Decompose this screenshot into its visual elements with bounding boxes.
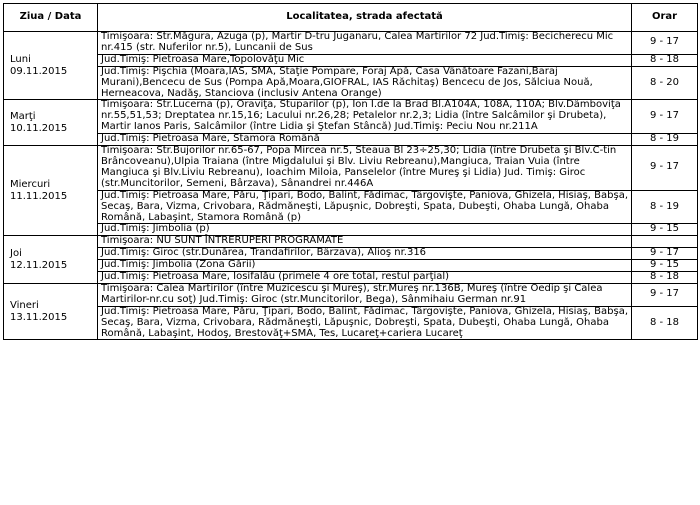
hours-cell: 8 - 18 — [632, 272, 698, 284]
header-hours: Orar — [632, 4, 698, 32]
outage-schedule-table — [3, 3, 698, 340]
hours-cell: 9 - 15 — [632, 260, 698, 272]
table-row — [4, 236, 698, 248]
location-cell: Jud.Timiş: Pietroasa Mare, Păru, Ţipari, Bodo, Balint, Fădimac, Târgovişte, Paniova, Ghizela, Hisiaş, Babşa, Secaş, Bara, Vizma, Crivobara, Rădmăneşti, Lăpuşnic, Dobreşti, Spata, Dubeşti, Ohaba Lungă, Ohaba Română, Labaşint, Stamora Română (p) — [98, 190, 632, 224]
header-location: Localitatea, strada afectată — [98, 4, 632, 32]
day-date: 11.11.2015 — [10, 190, 68, 202]
day-date: 13.11.2015 — [10, 311, 68, 323]
day-cell — [4, 236, 98, 284]
location-cell: Jud.Timiş: Pişchia (Moara,IAS, SMA, Staţie Pompare, Foraj Apă, Casa Vânătoare Fazani,Baraj Murani),Bencecu de Sus (Pompa Apă,Moara,GIOFRAL, IAS Răchitaş) Bencecu de Jos, Sălciua Nouă, Herneacova, Nadăş, Stanciova (inclusiv Antena Orange) — [98, 66, 632, 100]
hours-cell: 8 - 18 — [632, 306, 698, 340]
location-cell: Jud.Timiş: Pietroasa Mare, Păru, Ţipari, Bodo, Balint, Fădimac, Târgovişte, Paniova, Ghizela, Hisiaş, Babşa, Secaş, Bara, Vizma, Crivobara, Rădmăneşti, Lăpuşnic, Dobreşti, Spata, Dubeşti, Ohaba Lungă, Ohaba Română, Labaşint, Hodoş, Brestovăţ+SMA, Tes, Lucareţ+cariera Lucareţ — [98, 306, 632, 340]
hours-cell: 8 - 19 — [632, 134, 698, 146]
day-cell — [4, 283, 98, 340]
hours-cell — [632, 236, 698, 248]
hours-cell: 9 - 17 — [632, 100, 698, 134]
location-cell: Jud.Timiş: Pietroasa Mare, Iosifalău (primele 4 ore total, restul parţial) — [98, 272, 632, 284]
table-row — [4, 66, 698, 100]
hours-cell: 9 - 15 — [632, 224, 698, 236]
table-row — [4, 272, 698, 284]
table-row — [4, 190, 698, 224]
location-cell: Jud.Timiş: Pietroasa Mare, Stamora Română — [98, 134, 632, 146]
table-row — [4, 100, 698, 134]
day-date: 12.11.2015 — [10, 259, 68, 271]
day-cell — [4, 100, 98, 146]
table-row — [4, 248, 698, 260]
table-row — [4, 32, 698, 55]
hours-cell: 9 - 17 — [632, 32, 698, 55]
location-cell: Jud.Timiş: Jimbolia (p) — [98, 224, 632, 236]
location-cell: Jud.Timiş: Giroc (str.Dunărea, Trandafirilor, Bârzava), Alioş nr.316 — [98, 248, 632, 260]
day-name: Joi — [10, 247, 22, 259]
day-cell — [4, 146, 98, 236]
day-name: Vineri — [10, 299, 39, 311]
day-date: 10.11.2015 — [10, 122, 68, 134]
hours-cell: 9 - 17 — [632, 248, 698, 260]
location-cell: Timişoara: NU SUNT ÎNTRERUPERI PROGRAMATE — [98, 236, 632, 248]
hours-cell: 8 - 19 — [632, 190, 698, 224]
table-row — [4, 306, 698, 340]
table-row — [4, 54, 698, 66]
location-cell: Timişoara: Str.Bujorilor nr.65-67, Popa Mircea nr.5, Steaua Bl 23÷25,30; Lidia (între Drubeta şi Blv.C-tin Brâncoveanu),Ulpia Traiana (între Migdalului şi Blv. Liviu Rebreanu),Mangiuca, Traian Vuia (între Mangiuca şi Blv.Liviu Rebreanu), Ioachim Miloia, Panselelor (între Mureş şi Lidia) Jud. Timiş: Giroc (str.Muncitorilor, Semeni, Bârzava), Sânandrei nr.446A — [98, 146, 632, 191]
day-date: 09.11.2015 — [10, 65, 68, 77]
day-name: Luni — [10, 53, 31, 65]
table-row — [4, 134, 698, 146]
location-cell: Timişoara: Str.Lucerna (p), Oraviţa, Stuparilor (p), Ion I.de la Brad Bl.A104A, 108A, 110A; Blv.Dâmboviţa nr.55,51,53; Dreptatea nr.15,16; Lacului nr.26,28; Petalelor nr.2,3; Lidia (între Salcâmilor şi Drubeta), Martir Ianos Paris, Salcâmilor (între Lidia şi Ştefan Stâncă) Jud.Timiş: Peciu Nou nr.211A — [98, 100, 632, 134]
table-row — [4, 260, 698, 272]
hours-cell: 9 - 17 — [632, 146, 698, 191]
hours-cell: 9 - 17 — [632, 283, 698, 306]
location-cell: Timişoara: Str.Măgura, Azuga (p), Martir D-tru Juganaru, Calea Martirilor 72 Jud.Timiş: Becicherecu Mic nr.415 (str. Nuferilor nr.5), Luncanii de Sus — [98, 32, 632, 55]
location-cell: Jud.Timiş: Jimbolia (Zona Gării) — [98, 260, 632, 272]
location-cell: Timişoara: Calea Martirilor (între Muzicescu şi Mureş), str.Mureş nr.136B, Mureş (între Oedip şi Calea Martirilor-nr.cu soţ) Jud.Timiş: Giroc (str.Muncitorilor, Bega), Sânmihaiu German nr.91 — [98, 283, 632, 306]
header-row — [4, 4, 698, 32]
location-cell: Jud.Timiş: Pietroasa Mare,Topolovăţu Mic — [98, 54, 632, 66]
day-cell — [4, 32, 98, 100]
table-row — [4, 283, 698, 306]
header-date: Ziua / Data — [4, 4, 98, 32]
table-row — [4, 146, 698, 191]
hours-cell: 8 - 18 — [632, 54, 698, 66]
hours-cell: 8 - 20 — [632, 66, 698, 100]
day-name: Miercuri — [10, 178, 51, 190]
day-name: Marţi — [10, 110, 36, 122]
